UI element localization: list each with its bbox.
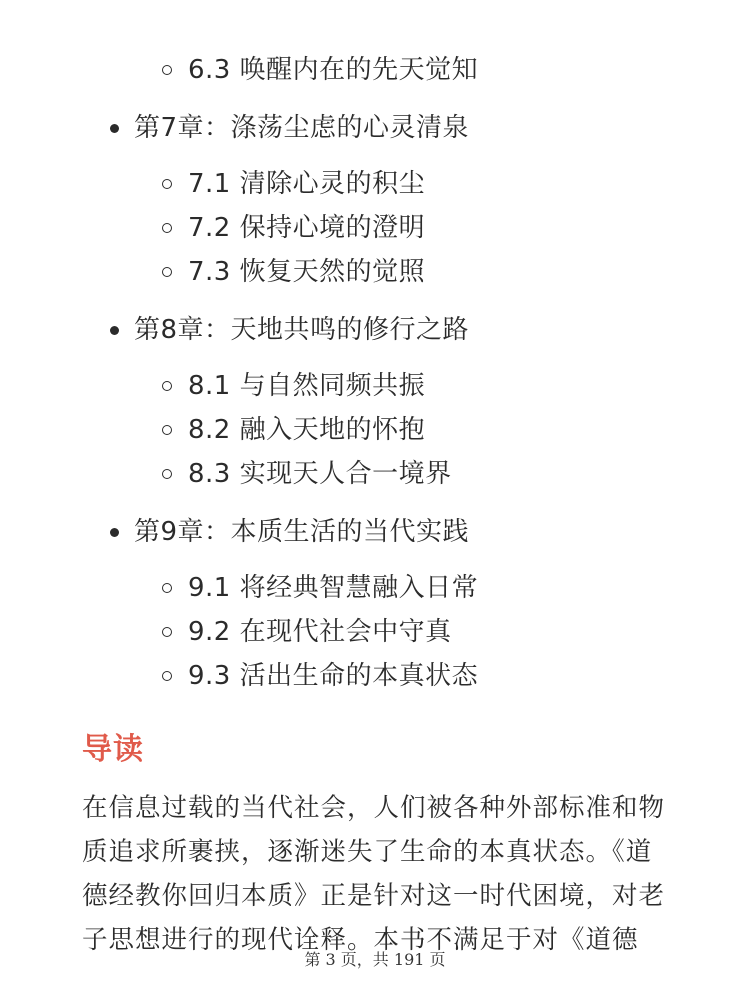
circle-bullet-icon — [162, 65, 172, 75]
toc-chapter-8[interactable] — [110, 310, 469, 350]
toc-section-9-1[interactable] — [162, 568, 478, 608]
circle-bullet-icon — [162, 671, 172, 681]
circle-bullet-icon — [162, 469, 172, 479]
toc-section-9-3[interactable] — [162, 656, 478, 696]
toc-entry-label: 第9章：本质生活的当代实践 — [134, 517, 470, 547]
toc-entry-label: 8.3 实现天人合一境界 — [188, 459, 452, 489]
page-number-footer: 第 3 页，共 191 页 — [304, 950, 446, 969]
disc-bullet-icon — [110, 528, 119, 537]
toc-entry-label: 9.1 将经典智慧融入日常 — [188, 573, 479, 603]
circle-bullet-icon — [162, 583, 172, 593]
toc-entry-label: 6.3 唤醒内在的先天觉知 — [188, 55, 479, 85]
toc-section-8-1[interactable] — [162, 366, 425, 406]
toc-chapter-9[interactable] — [110, 512, 469, 552]
intro-heading: 导读 — [82, 732, 144, 767]
toc-section-9-2[interactable] — [162, 612, 452, 652]
toc-entry-label: 7.2 保持心境的澄明 — [188, 213, 426, 243]
circle-bullet-icon — [162, 381, 172, 391]
toc-entry-label: 7.3 恢复天然的觉照 — [188, 257, 426, 287]
circle-bullet-icon — [162, 179, 172, 189]
disc-bullet-icon — [110, 326, 119, 335]
circle-bullet-icon — [162, 425, 172, 435]
toc-section-6-3[interactable] — [162, 50, 478, 90]
intro-paragraph: 在信息过载的当代社会，人们被各种外部标准和物质追求所裹挟，逐渐迷失了生命的本真状态。《道德经教你回归本质》正是针对这一时代困境，对老子思想进行的现代诠释。本书不满足于对《道德 — [82, 793, 666, 955]
toc-entry-label: 第8章：天地共鸣的修行之路 — [134, 315, 470, 345]
toc-section-7-1[interactable] — [162, 164, 425, 204]
toc-entry-label: 第7章：涤荡尘虑的心灵清泉 — [134, 113, 470, 143]
toc-chapter-7[interactable] — [110, 108, 469, 148]
toc-entry-label: 8.1 与自然同频共振 — [188, 371, 426, 401]
toc-entry-label: 9.3 活出生命的本真状态 — [188, 661, 479, 691]
toc-section-8-2[interactable] — [162, 410, 425, 450]
toc-section-8-3[interactable] — [162, 454, 452, 494]
toc-section-7-3[interactable] — [162, 252, 425, 292]
toc-section-7-2[interactable] — [162, 208, 425, 248]
toc-entry-label: 7.1 清除心灵的积尘 — [188, 169, 426, 199]
toc-entry-label: 8.2 融入天地的怀抱 — [188, 415, 426, 445]
circle-bullet-icon — [162, 627, 172, 637]
disc-bullet-icon — [110, 124, 119, 133]
circle-bullet-icon — [162, 223, 172, 233]
toc-entry-label: 9.2 在现代社会中守真 — [188, 617, 452, 647]
circle-bullet-icon — [162, 267, 172, 277]
